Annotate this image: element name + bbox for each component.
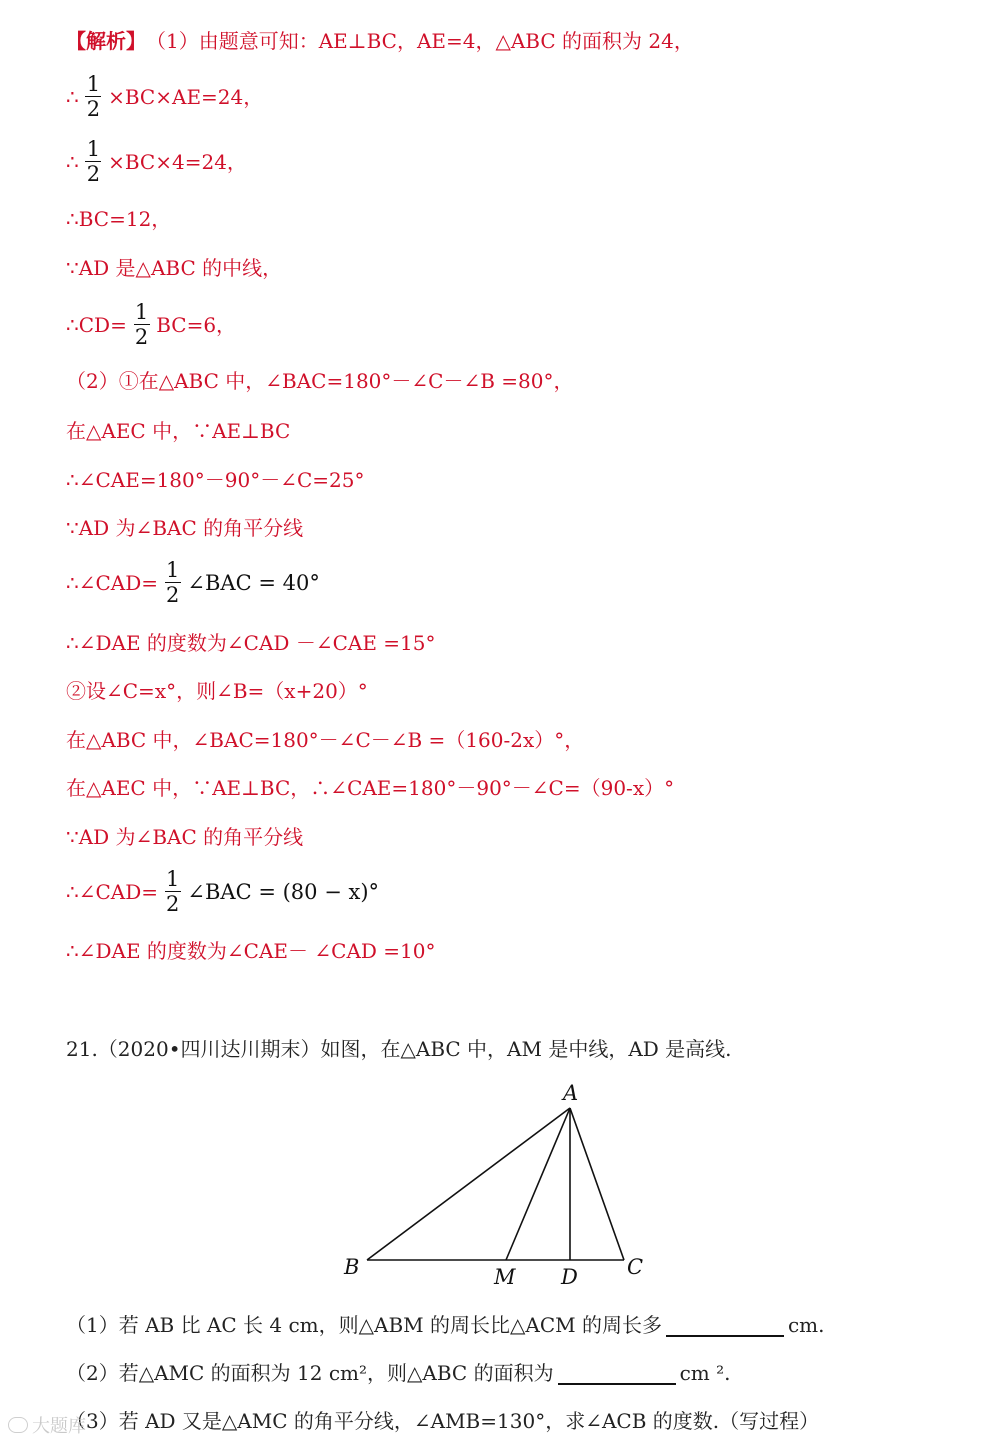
fraction-denominator: 2 — [86, 97, 101, 121]
solution-line-10 — [66, 515, 303, 541]
fraction-denominator: 2 — [166, 892, 180, 916]
problem-title — [66, 1036, 732, 1062]
solution-line-8 — [66, 418, 290, 444]
segment-am — [506, 1108, 570, 1260]
label-b: B — [344, 1255, 360, 1279]
fraction-numerator: 1 — [166, 867, 180, 891]
fraction-denominator: 2 — [86, 162, 101, 186]
question-1 — [66, 1312, 825, 1338]
solution-line-17 — [66, 867, 379, 916]
problem-title-text: 21.（2020•四川达川期末）如图，在△ABC 中，AM 是中线，AD 是高线. — [66, 1037, 732, 1061]
solution-line-3 — [66, 137, 247, 186]
solution-line-6 — [66, 300, 236, 349]
weibo-icon — [8, 1417, 28, 1433]
question-2 — [66, 1360, 731, 1386]
solution-line-11 — [66, 558, 320, 607]
solution-text: ∴∠CAD= — [66, 570, 159, 595]
math-expression: ∠BAC = 40° — [187, 570, 320, 595]
solution-line-9 — [66, 467, 364, 493]
solution-text: ×BC×4=24， — [108, 149, 247, 174]
triangle-diagram — [330, 1078, 660, 1288]
question-text: （3）若 AD 又是△AMC 的角平分线，∠AMB=130°，求∠ACB 的度数.（写过程） — [66, 1409, 820, 1433]
fraction-numerator: 1 — [134, 300, 149, 324]
label-m: M — [494, 1265, 516, 1288]
answer-blank-2[interactable] — [558, 1361, 676, 1385]
label-d: D — [561, 1265, 578, 1288]
solution-text: （2）①在△ABC 中，∠BAC=180°－∠C－∠B =80°， — [66, 369, 574, 393]
solution-text: 在△AEC 中，∵AE⊥BC，∴∠CAE=180°－90°－∠C=（90-x）° — [66, 776, 675, 800]
solution-line-18 — [66, 938, 435, 964]
question-text: （1）若 AB 比 AC 长 4 cm，则△ABM 的周长比△ACM 的周长多 — [66, 1313, 662, 1337]
solution-text: ∴∠DAE 的度数为∠CAD －∠CAE =15° — [66, 631, 436, 655]
solution-text: ∵AD 为∠BAC 的角平分线 — [66, 516, 304, 540]
solution-line-1 — [66, 28, 694, 54]
fraction — [85, 137, 102, 186]
fraction-denominator: 2 — [166, 583, 180, 607]
fraction — [164, 867, 181, 916]
analysis-tag: 【解析】 — [66, 29, 146, 53]
solution-text: 在△ABC 中，∠BAC=180°－∠C－∠B =（160-2x）°， — [66, 728, 585, 752]
watermark-text: 大题库 — [32, 1416, 86, 1437]
solution-text: ∴BC=12， — [66, 207, 172, 231]
math-expression: ∠BAC = (80 − x)° — [187, 879, 380, 904]
solution-line-12 — [66, 630, 435, 656]
solution-text: ∴∠DAE 的度数为∠CAE－ ∠CAD =10° — [66, 939, 436, 963]
fraction — [85, 72, 102, 121]
label-c: C — [627, 1255, 644, 1279]
solution-text: （1）由题意可知：AE⊥BC，AE=4，△ABC 的面积为 24， — [146, 29, 694, 53]
answer-blank-1[interactable] — [666, 1313, 784, 1337]
therefore-symbol: ∴ — [66, 84, 79, 109]
solution-line-7 — [66, 368, 574, 394]
solution-text: ∴CD= — [66, 312, 127, 337]
watermark — [8, 1412, 86, 1438]
solution-line-13 — [66, 678, 368, 704]
segment-ac — [570, 1108, 624, 1260]
solution-text: ∴∠CAD= — [66, 879, 159, 904]
therefore-symbol: ∴ — [66, 149, 79, 174]
solution-text: ∵AD 是△ABC 的中线， — [66, 256, 283, 280]
fraction-denominator: 2 — [134, 325, 149, 349]
solution-text: 在△AEC 中，∵AE⊥BC — [66, 419, 291, 443]
solution-text: ×BC×AE=24， — [108, 84, 264, 109]
solution-line-16 — [66, 824, 303, 850]
triangle-figure — [330, 1078, 660, 1292]
solution-text: BC=6， — [156, 312, 237, 337]
solution-line-5 — [66, 255, 282, 281]
question-3 — [66, 1408, 819, 1434]
solution-line-14 — [66, 727, 584, 753]
solution-line-4 — [66, 206, 171, 232]
question-text: （2）若△AMC 的面积为 12 cm²，则△ABC 的面积为 — [66, 1361, 554, 1385]
question-unit: cm. — [787, 1313, 825, 1337]
fraction-numerator: 1 — [86, 137, 101, 161]
solution-text: ∴∠CAE=180°－90°－∠C=25° — [66, 468, 365, 492]
question-unit: cm ². — [679, 1361, 731, 1385]
label-a: A — [563, 1081, 579, 1105]
solution-text: ∵AD 为∠BAC 的角平分线 — [66, 825, 304, 849]
solution-line-15 — [66, 775, 674, 801]
solution-text: ②设∠C=x°，则∠B=（x+20）° — [66, 679, 368, 703]
fraction — [133, 300, 150, 349]
fraction-numerator: 1 — [86, 72, 101, 96]
fraction-numerator: 1 — [166, 558, 180, 582]
solution-line-2 — [66, 72, 263, 121]
fraction — [164, 558, 181, 607]
segment-ab — [367, 1108, 570, 1260]
